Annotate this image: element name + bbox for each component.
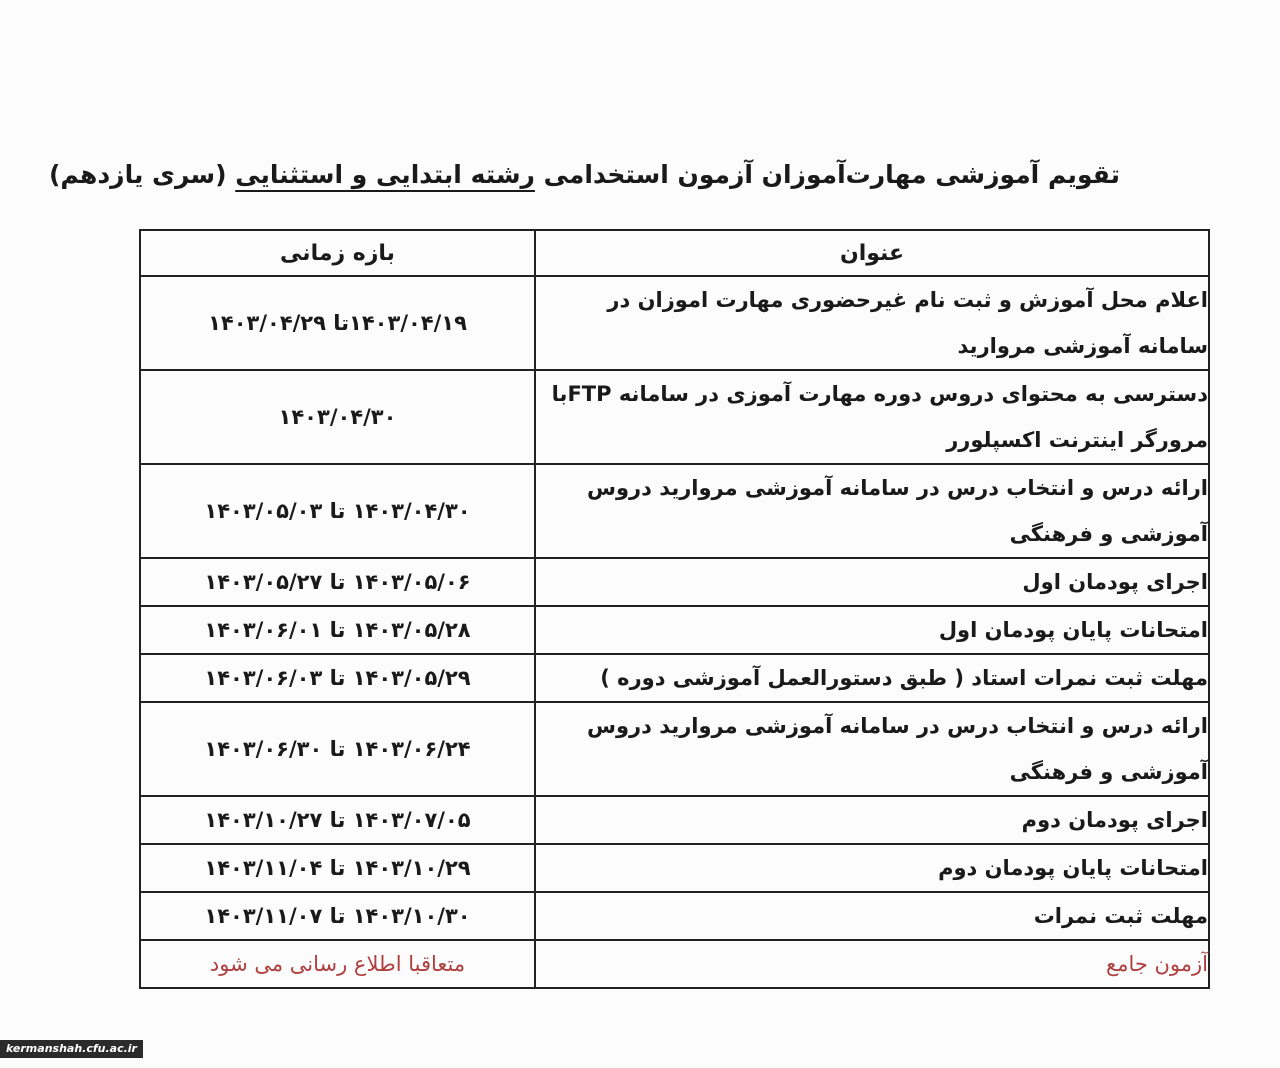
row-title: ارائه درس و انتخاب درس در سامانه آموزشی مروارید دروس آموزشی و فرهنگی [535, 702, 1209, 796]
table-row-final [140, 940, 1209, 988]
table-row [140, 558, 1209, 606]
row-period: ۱۴۰۳/۰۴/۳۰ تا ۱۴۰۳/۰۵/۰۳ [140, 464, 535, 558]
table-row [140, 276, 1209, 370]
table-row [140, 464, 1209, 558]
row-title: دسترسی به محتوای دروس دوره مهارت آموزی در سامانه FTPبا مرورگر اینترنت اکسپلورر [535, 370, 1209, 464]
row-period: ۱۴۰۳/۱۰/۳۰ تا ۱۴۰۳/۱۱/۰۷ [140, 892, 535, 940]
site-watermark: kermanshah.cfu.ac.ir [0, 1040, 143, 1058]
row-period: متعاقبا اطلاع رسانی می شود [140, 940, 535, 988]
row-title: اجرای پودمان اول [535, 558, 1209, 606]
row-title: ارائه درس و انتخاب درس در سامانه آموزشی مروارید دروس آموزشی و فرهنگی [535, 464, 1209, 558]
table-row [140, 654, 1209, 702]
calendar-table [139, 229, 1210, 989]
row-title: امتحانات پایان پودمان اول [535, 606, 1209, 654]
table-row [140, 844, 1209, 892]
page-title [48, 160, 1120, 189]
table-row [140, 796, 1209, 844]
row-period: ۱۴۰۳/۰۴/۱۹تا ۱۴۰۳/۰۴/۲۹ [140, 276, 535, 370]
row-title: مهلت ثبت نمرات استاد ( طبق دستورالعمل آموزشی دوره ) [535, 654, 1209, 702]
row-period: ۱۴۰۳/۰۵/۲۸ تا ۱۴۰۳/۰۶/۰۱ [140, 606, 535, 654]
row-title: مهلت ثبت نمرات [535, 892, 1209, 940]
row-period: ۱۴۰۳/۰۷/۰۵ تا ۱۴۰۳/۱۰/۲۷ [140, 796, 535, 844]
header-period: بازه زمانی [140, 230, 535, 276]
title-part-1: تقویم آموزشی مهارت‌آموزان آزمون استخدامی [534, 160, 1120, 189]
row-period: ۱۴۰۳/۰۵/۰۶ تا ۱۴۰۳/۰۵/۲۷ [140, 558, 535, 606]
table-row [140, 606, 1209, 654]
title-part-2: (سری یازدهم) [48, 160, 236, 189]
title-underlined: رشته ابتدایی و استثنایی [235, 160, 535, 189]
row-period: ۱۴۰۳/۰۶/۲۴ تا ۱۴۰۳/۰۶/۳۰ [140, 702, 535, 796]
table-row [140, 370, 1209, 464]
row-title: آزمون جامع [535, 940, 1209, 988]
row-title: امتحانات پایان پودمان دوم [535, 844, 1209, 892]
row-period: ۱۴۰۳/۱۰/۲۹ تا ۱۴۰۳/۱۱/۰۴ [140, 844, 535, 892]
table-row [140, 892, 1209, 940]
table-row [140, 702, 1209, 796]
row-period: ۱۴۰۳/۰۴/۳۰ [140, 370, 535, 464]
row-title: اعلام محل آموزش و ثبت نام غیرحضوری مهارت اموزان در سامانه آموزشی مروارید [535, 276, 1209, 370]
header-title: عنوان [535, 230, 1209, 276]
row-period: ۱۴۰۳/۰۵/۲۹ تا ۱۴۰۳/۰۶/۰۳ [140, 654, 535, 702]
row-title: اجرای پودمان دوم [535, 796, 1209, 844]
